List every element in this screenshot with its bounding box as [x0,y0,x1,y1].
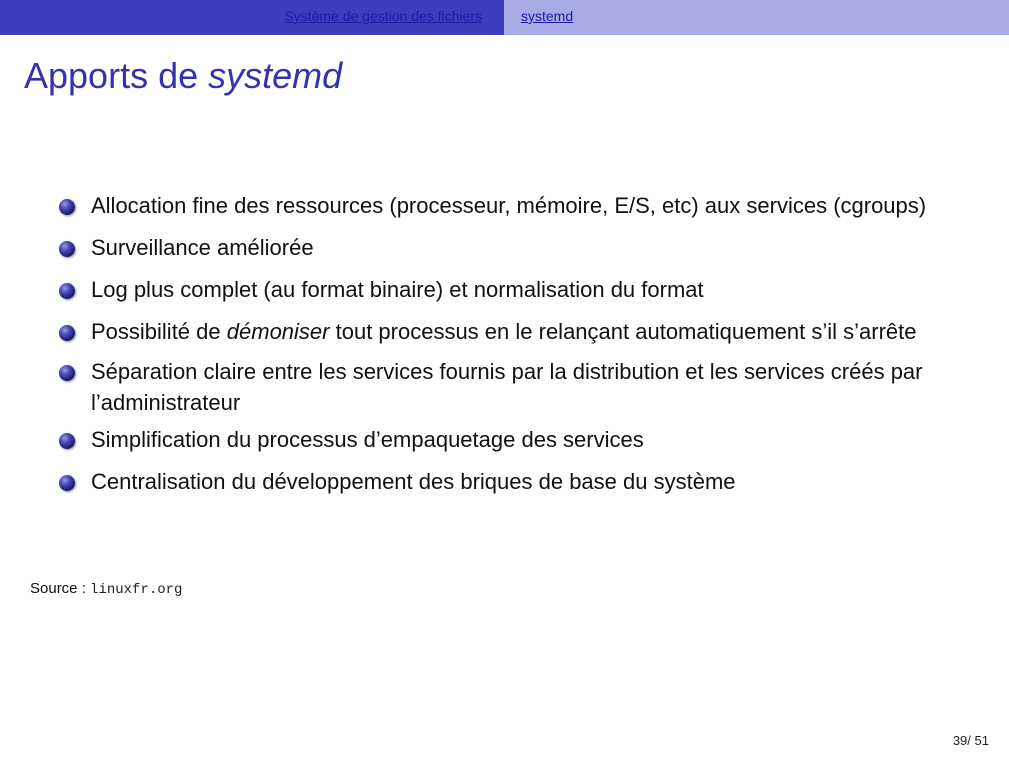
page-current: 39 [952,733,968,748]
page-total: 51 [974,733,989,748]
bullet-ball-icon [59,199,75,215]
bullet-ball-icon [59,433,75,449]
bullet-ball-icon [59,325,75,341]
section-link[interactable]: Système de gestion des fichiers [284,8,482,24]
page-number [953,733,989,748]
bullet-ball-icon [59,475,75,491]
bullet-ball-icon [59,365,75,381]
list-item-text-before: Possibilité de [91,319,221,344]
list-item-text: Surveillance améliorée [91,235,314,260]
list-item [58,232,958,263]
subsection-link[interactable]: systemd [521,8,574,24]
list-item-text: Centralisation du développement des briques de base du système [91,469,736,494]
headline-section-panel [0,0,504,35]
source-url: linuxfr.org [90,582,183,598]
bullet-list [58,190,958,508]
list-item [58,356,958,418]
headline-bar [0,0,1009,35]
list-item-text [91,319,916,344]
headline-subsection-panel [504,0,1009,35]
frame-title [24,55,342,97]
list-item-text-emphasis: démoniser [226,319,330,344]
list-item-text: Simplification du processus d’empaquetage des services [91,427,644,452]
list-item-text: Log plus complet (au format binaire) et normalisation du format [91,277,704,302]
frame-title-emphasis: systemd [208,55,343,96]
list-item [58,274,958,305]
bullet-ball-icon [59,241,75,257]
list-item [58,466,958,497]
list-item [58,424,958,455]
page-separator: / [967,733,971,748]
frame-title-prefix: Apports de [24,55,199,96]
source-citation [30,580,182,598]
list-item [58,190,958,221]
list-item [58,316,958,347]
source-label: Source : [30,580,86,597]
list-item-text: Allocation fine des ressources (processeur, mémoire, E/S, etc) aux services (cgroups) [91,193,927,218]
list-item-text: Séparation claire entre les services fournis par la distribution et les services créés par l’administrateur [91,359,923,415]
list-item-text-after: tout processus en le relançant automatiquement s’il s’arrête [335,319,917,344]
bullet-ball-icon [59,283,75,299]
